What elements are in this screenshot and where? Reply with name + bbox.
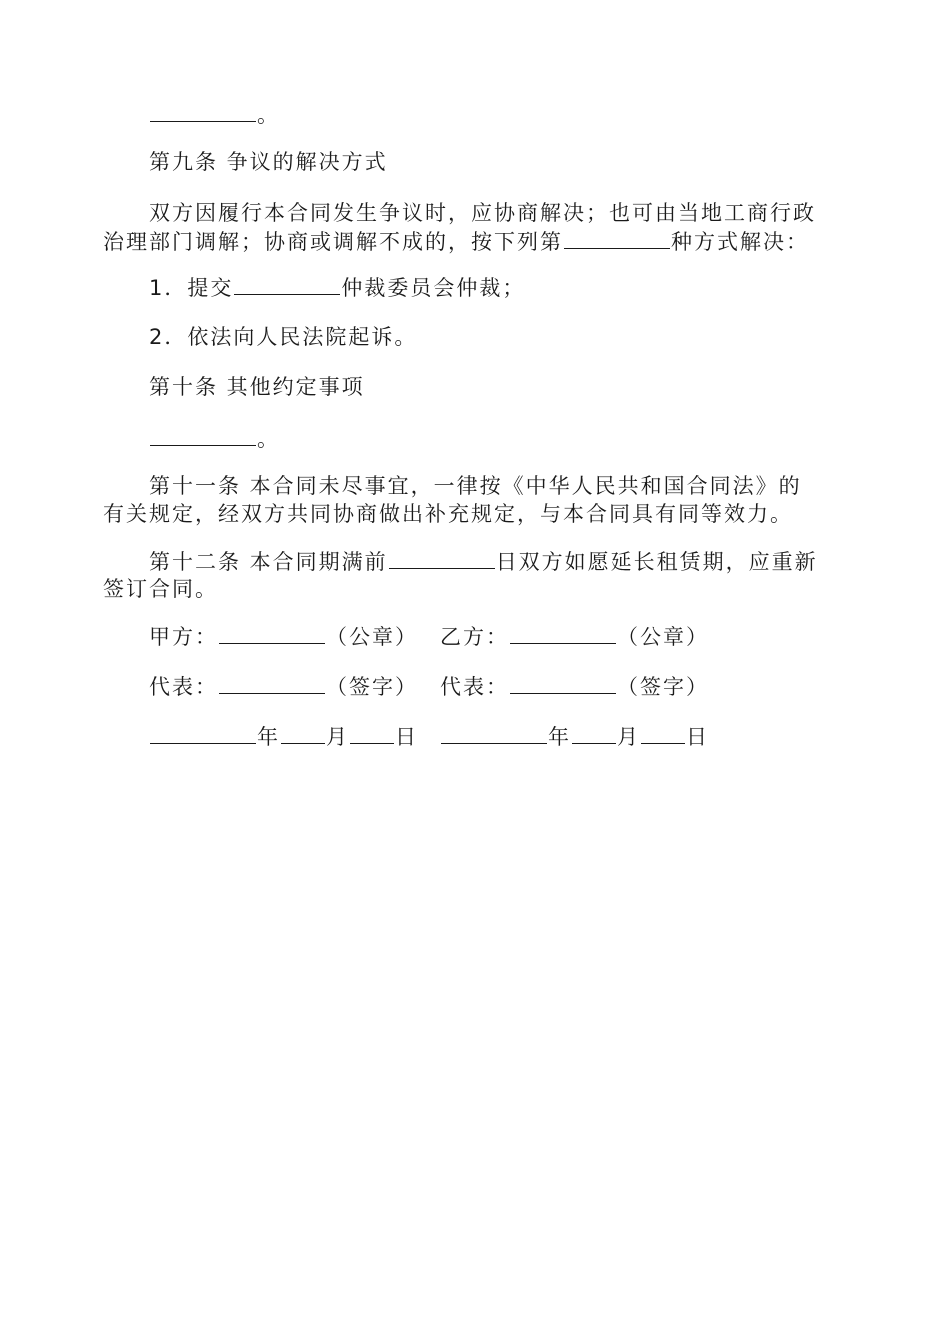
blank-field[interactable] xyxy=(150,99,256,122)
text-segment: 治理部门调解；协商或调解不成的，按下列第 xyxy=(103,230,563,254)
party-b-label: 乙方： xyxy=(440,625,509,649)
representative-row xyxy=(103,671,899,702)
text-segment: 1．提交 xyxy=(149,276,234,300)
article-12-line-1 xyxy=(103,546,899,577)
day-label: 日 xyxy=(686,725,709,749)
text-segment: 第十二条 本合同期满前 xyxy=(149,550,388,574)
blank-field[interactable] xyxy=(389,546,495,569)
month-label: 月 xyxy=(326,725,349,749)
seal-label: （公章） xyxy=(326,625,418,649)
year-blank[interactable] xyxy=(441,721,547,744)
month-blank[interactable] xyxy=(572,721,616,744)
blank-field[interactable] xyxy=(150,423,256,446)
article-9-para-line-1: 双方因履行本合同发生争议时，应协商解决；也可由当地工商行政 xyxy=(149,201,816,225)
sign-label: （签字） xyxy=(326,675,418,699)
article-11-line-2: 有关规定，经双方共同协商做出补充规定，与本合同具有同等效力。 xyxy=(103,502,793,526)
month-label: 月 xyxy=(617,725,640,749)
blank-line-2 xyxy=(103,423,899,454)
party-b-blank[interactable] xyxy=(510,621,616,644)
rep-a-label: 代表： xyxy=(149,675,218,699)
day-blank[interactable] xyxy=(350,721,394,744)
period: 。 xyxy=(257,427,280,451)
date-row xyxy=(103,721,899,752)
sign-label: （签字） xyxy=(617,675,709,699)
text-segment: 仲裁委员会仲裁； xyxy=(341,276,526,300)
party-a-blank[interactable] xyxy=(219,621,325,644)
blank-field[interactable] xyxy=(564,226,670,249)
option-2: 2．依法向人民法院起诉。 xyxy=(149,325,418,349)
article-9-para-line-2 xyxy=(103,226,853,257)
year-label: 年 xyxy=(548,725,571,749)
article-9-title: 第九条 争议的解决方式 xyxy=(149,150,388,174)
period: 。 xyxy=(257,103,280,127)
text-segment: 日双方如愿延长租赁期，应重新 xyxy=(495,550,818,574)
blank-line-1 xyxy=(103,99,899,130)
option-1 xyxy=(103,272,899,303)
rep-a-blank[interactable] xyxy=(219,671,325,694)
day-label: 日 xyxy=(395,725,418,749)
year-label: 年 xyxy=(257,725,280,749)
article-12-line-2: 签订合同。 xyxy=(103,577,218,601)
seal-label: （公章） xyxy=(617,625,709,649)
day-blank[interactable] xyxy=(641,721,685,744)
rep-b-blank[interactable] xyxy=(510,671,616,694)
year-blank[interactable] xyxy=(150,721,256,744)
party-seal-row xyxy=(103,621,899,652)
rep-b-label: 代表： xyxy=(440,675,509,699)
text-segment: 种方式解决： xyxy=(671,230,809,254)
blank-field[interactable] xyxy=(234,272,340,295)
party-a-label: 甲方： xyxy=(149,625,218,649)
month-blank[interactable] xyxy=(281,721,325,744)
article-11-line-1: 第十一条 本合同未尽事宜，一律按《中华人民共和国合同法》的 xyxy=(149,474,802,498)
article-10-title: 第十条 其他约定事项 xyxy=(149,375,365,399)
